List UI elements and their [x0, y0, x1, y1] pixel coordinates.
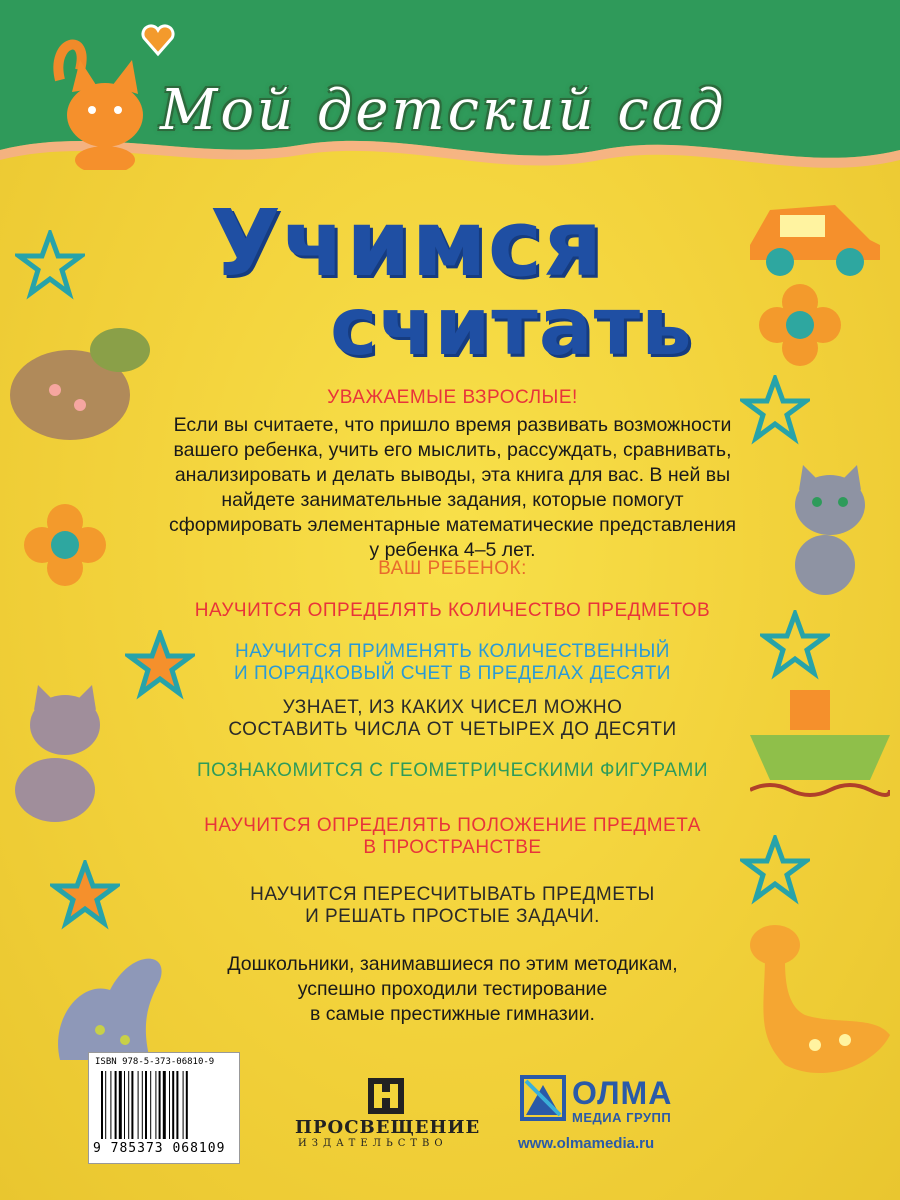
- skill-item: [155, 641, 750, 685]
- intro-line: вашего ребенка, учить его мыслить, рассуждать, сравнивать,: [173, 439, 732, 461]
- book-title-line1: Учимся: [210, 190, 604, 297]
- intro-line: анализировать и делать выводы, эта книга для вас. В ней вы: [174, 464, 731, 486]
- barcode: [88, 1052, 240, 1164]
- dinosaur-illustration: [0, 310, 160, 460]
- skill-item: [155, 884, 750, 928]
- boat-illustration: [750, 680, 890, 810]
- star-icon: [740, 375, 810, 445]
- skill-item: [155, 600, 750, 622]
- skill-line: НАУЧИТСЯ ОПРЕДЕЛЯТЬ ПОЛОЖЕНИЕ ПРЕДМЕТА: [204, 815, 701, 836]
- outro-paragraph: [155, 952, 750, 1027]
- intro-line: у ребенка 4–5 лет.: [369, 539, 536, 561]
- skill-line: В ПРОСТРАНСТВЕ: [363, 837, 542, 858]
- skill-line: СОСТАВИТЬ ЧИСЛА ОТ ЧЕТЫРЕХ ДО ДЕСЯТИ: [228, 719, 677, 740]
- intro-line: найдете занимательные задания, которые помогут: [221, 489, 684, 511]
- car-illustration: [740, 190, 890, 280]
- heart-icon: [138, 20, 178, 60]
- flower-icon: [20, 500, 110, 590]
- skill-line: НАУЧИТСЯ ПРИМЕНЯТЬ КОЛИЧЕСТВЕННЫЙ: [235, 641, 670, 662]
- skill-line: И ПОРЯДКОВЫЙ СЧЕТ В ПРЕДЕЛАХ ДЕСЯТИ: [234, 663, 671, 684]
- skills-heading: ВАШ РЕБЕНОК:: [378, 558, 527, 579]
- skill-line: ПОЗНАКОМИТСЯ С ГЕОМЕТРИЧЕСКИМИ ФИГУРАМИ: [197, 760, 708, 781]
- publisher-url: www.olmamedia.ru: [518, 1135, 655, 1152]
- olma-logo-icon: [520, 1075, 566, 1121]
- dinosaur-illustration: [745, 915, 895, 1095]
- barcode-number: 9 785373 068109: [93, 1141, 226, 1156]
- publisher-name: ПРОСВЕЩЕНИЕ: [295, 1117, 481, 1138]
- outro-line: успешно проходили тестирование: [297, 978, 608, 1000]
- book-title-line2: считать: [330, 280, 693, 373]
- isbn-text: ISBN 978-5-373-06810-9: [95, 1057, 215, 1067]
- skill-line: НАУЧИТСЯ ОПРЕДЕЛЯТЬ КОЛИЧЕСТВО ПРЕДМЕТОВ: [194, 600, 711, 621]
- intro-line: сформировать элементарные математические представления: [168, 514, 737, 536]
- intro-paragraph: [155, 413, 750, 563]
- series-title: Мой детский сад: [160, 78, 727, 143]
- skill-item: [155, 760, 750, 782]
- skill-item: [155, 815, 750, 859]
- star-icon: [740, 835, 810, 905]
- skill-line: И РЕШАТЬ ПРОСТЫЕ ЗАДАЧИ.: [305, 906, 600, 927]
- skill-line: НАУЧИТСЯ ПЕРЕСЧИТЫВАТЬ ПРЕДМЕТЫ: [250, 884, 655, 905]
- cat-illustration: [0, 680, 120, 830]
- prosveshchenie-logo-icon: [368, 1078, 404, 1114]
- outro-line: в самые престижные гимназии.: [310, 1003, 595, 1025]
- intro-line: Если вы считаете, что пришло время развивать возможности: [173, 414, 732, 436]
- barcode-bars: [99, 1071, 229, 1139]
- intro-heading: УВАЖАЕМЫЕ ВЗРОСЛЫЕ!: [327, 387, 578, 408]
- star-icon: [15, 230, 85, 300]
- publisher-subtitle: МЕДИА ГРУПП: [572, 1110, 672, 1125]
- skill-line: УЗНАЕТ, ИЗ КАКИХ ЧИСЕЛ МОЖНО: [282, 697, 623, 718]
- publisher-subtitle: ИЗДАТЕЛЬСТВО: [298, 1138, 448, 1149]
- skill-item: [155, 697, 750, 741]
- outro-line: Дошкольники, занимавшиеся по этим методикам,: [227, 953, 678, 975]
- star-icon: [760, 610, 830, 680]
- publisher-name: ОЛМА: [572, 1075, 673, 1111]
- cat-illustration: [775, 460, 885, 600]
